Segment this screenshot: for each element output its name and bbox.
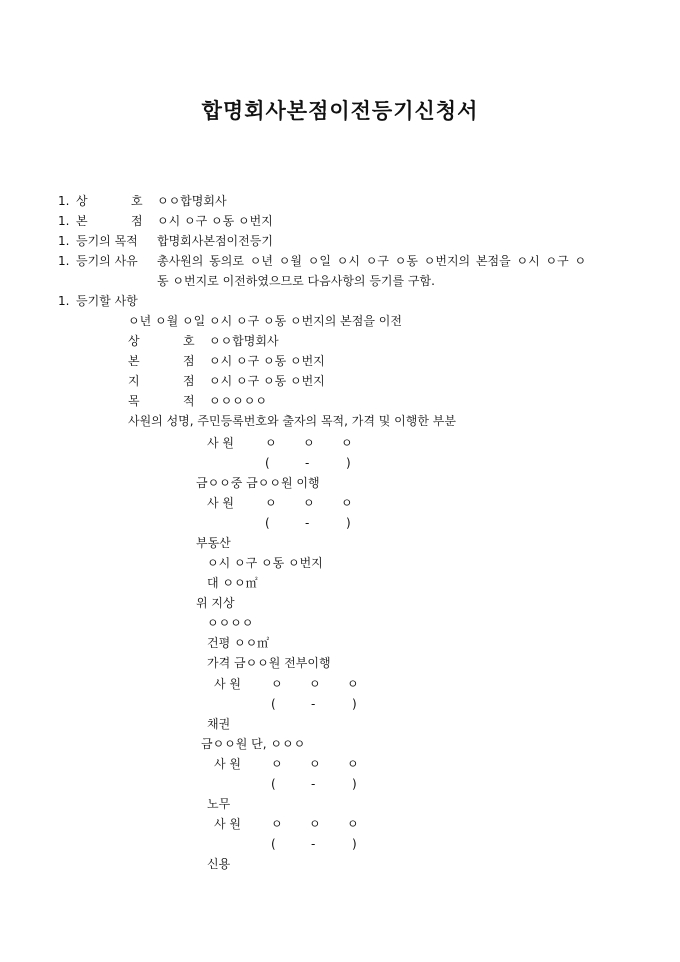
real-estate-heading: 부동산 — [196, 536, 231, 550]
detail-label-first: 지 — [128, 374, 140, 388]
item-number: 1. — [58, 254, 70, 268]
id-close-paren: ) — [352, 697, 357, 711]
id-dash: - — [305, 456, 310, 470]
detail-label-second: 점 — [183, 374, 195, 388]
detail-value: ㅇㅇ합명회사 — [209, 334, 279, 348]
item-number: 1. — [58, 214, 70, 228]
name-circle: ㅇ — [309, 757, 321, 771]
building-name: ㅇㅇㅇㅇ — [207, 616, 254, 630]
name-circle: ㅇ — [347, 757, 359, 771]
relocation-statement: ㅇ년 ㅇ월 ㅇ일 ㅇ시 ㅇ구 ㅇ동 ㅇ번지의 본점을 이전 — [128, 314, 402, 328]
detail-value: ㅇ시 ㅇ구 ㅇ동 ㅇ번지 — [209, 374, 325, 388]
item-label: 등기의 목적 — [76, 234, 138, 248]
detail-label-first: 본 — [128, 354, 140, 368]
detail-label-first: 상 — [128, 334, 140, 348]
bond-heading: 채권 — [207, 717, 231, 731]
name-circle: ㅇ — [271, 677, 283, 691]
detail-value: ㅇㅇㅇㅇㅇ — [209, 394, 267, 408]
name-circle: ㅇ — [341, 436, 353, 450]
item-number: 1. — [58, 234, 70, 248]
item-value: 합명회사본점이전등기 — [157, 234, 273, 248]
item-label-second: 점 — [131, 214, 143, 228]
member-label: 사 원 — [214, 757, 241, 771]
detail-value: ㅇ시 ㅇ구 ㅇ동 ㅇ번지 — [209, 354, 325, 368]
name-circle: ㅇ — [303, 496, 315, 510]
land-area: 대 ㅇㅇ㎡ — [207, 576, 258, 590]
name-circle: ㅇ — [341, 496, 353, 510]
name-circle: ㅇ — [265, 436, 277, 450]
item-label-first: 상 — [76, 194, 88, 208]
id-dash: - — [305, 516, 310, 530]
member-label: 사 원 — [207, 496, 234, 510]
name-circle: ㅇ — [303, 436, 315, 450]
name-circle: ㅇ — [309, 677, 321, 691]
detail-label-second: 호 — [183, 334, 195, 348]
document-title: 합명회사본점이전등기신청서 — [201, 98, 479, 123]
partners-heading: 사원의 성명, 주민등록번호와 출자의 목적, 가격 및 이행한 부분 — [128, 414, 456, 428]
id-dash: - — [311, 697, 316, 711]
item-label: 등기의 사유 — [76, 254, 138, 268]
price-fully-paid: 가격 금ㅇㅇ원 전부이행 — [207, 656, 331, 670]
bond-amount: 금ㅇㅇ원 단, ㅇㅇㅇ — [201, 737, 306, 751]
detail-label-second: 적 — [183, 394, 195, 408]
name-circle: ㅇ — [271, 757, 283, 771]
detail-label-first: 목 — [128, 394, 140, 408]
id-open-paren: ( — [265, 516, 270, 530]
member-label: 사 원 — [207, 436, 234, 450]
id-open-paren: ( — [271, 697, 276, 711]
id-dash: - — [311, 837, 316, 851]
item-value-line: 총사원의 동의로 ㅇ년 ㅇ월 ㅇ일 ㅇ시 ㅇ구 ㅇ동 ㅇ번지의 본점을 ㅇ시 ㅇ구 ㅇ — [157, 254, 587, 268]
name-circle: ㅇ — [309, 817, 321, 831]
item-value: ㅇㅇ합명회사 — [157, 194, 227, 208]
item-label-first: 본 — [76, 214, 88, 228]
floor-area: 건평 ㅇㅇ㎡ — [207, 636, 270, 650]
name-circle: ㅇ — [347, 817, 359, 831]
name-circle: ㅇ — [265, 496, 277, 510]
item-label-second: 호 — [131, 194, 143, 208]
item-value-line: 동 ㅇ번지로 이전하였으므로 다음사항의 등기를 구함. — [157, 274, 435, 288]
member-label: 사 원 — [214, 677, 241, 691]
id-dash: - — [311, 777, 316, 791]
id-close-paren: ) — [352, 777, 357, 791]
labor-heading: 노무 — [207, 797, 231, 811]
name-circle: ㅇ — [271, 817, 283, 831]
cash-contribution: 금ㅇㅇ중 금ㅇㅇ원 이행 — [196, 476, 320, 490]
detail-label-second: 점 — [183, 354, 195, 368]
real-estate-address: ㅇ시 ㅇ구 ㅇ동 ㅇ번지 — [207, 556, 323, 570]
member-label: 사 원 — [214, 817, 241, 831]
item-number: 1. — [58, 294, 70, 308]
item-number: 1. — [58, 194, 70, 208]
id-close-paren: ) — [352, 837, 357, 851]
id-close-paren: ) — [346, 456, 351, 470]
item-label: 등기할 사항 — [76, 294, 138, 308]
building-heading: 위 지상 — [196, 596, 235, 610]
item-value: ㅇ시 ㅇ구 ㅇ동 ㅇ번지 — [157, 214, 273, 228]
id-open-paren: ( — [265, 456, 270, 470]
name-circle: ㅇ — [347, 677, 359, 691]
id-open-paren: ( — [271, 837, 276, 851]
id-open-paren: ( — [271, 777, 276, 791]
credit-heading: 신용 — [207, 857, 231, 871]
id-close-paren: ) — [346, 516, 351, 530]
